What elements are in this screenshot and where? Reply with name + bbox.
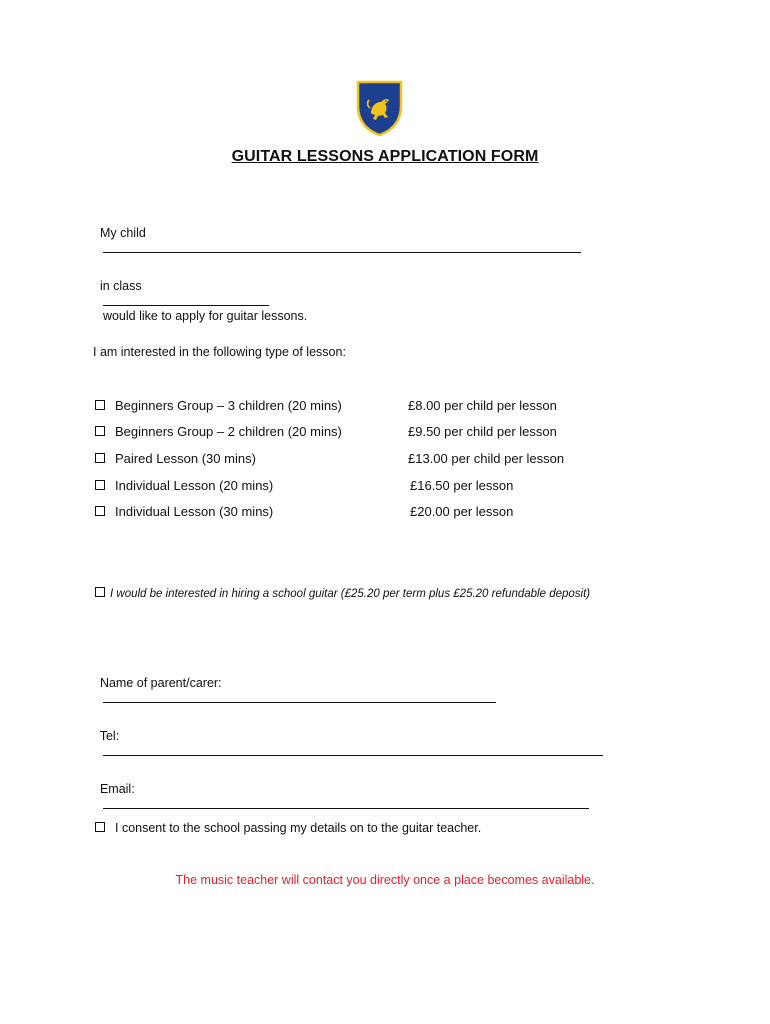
checkbox-icon[interactable] bbox=[95, 587, 105, 597]
consent-option[interactable] bbox=[95, 821, 481, 835]
parent-label: Name of parent/carer: bbox=[99, 676, 222, 690]
apply-text: would like to apply for guitar lessons. bbox=[102, 309, 308, 323]
checkbox-icon[interactable] bbox=[95, 426, 105, 436]
lesson-label: Individual Lesson (20 mins) bbox=[115, 478, 274, 493]
tel-field[interactable] bbox=[103, 743, 603, 756]
tel-label: Tel: bbox=[99, 729, 120, 743]
lesson-option[interactable] bbox=[95, 504, 273, 519]
lesson-option[interactable] bbox=[95, 424, 342, 439]
child-name-row bbox=[93, 212, 581, 256]
email-field[interactable] bbox=[103, 796, 589, 809]
lesson-price: £9.50 per child per lesson bbox=[408, 424, 557, 439]
lesson-option[interactable] bbox=[95, 451, 256, 466]
lesson-label: Individual Lesson (30 mins) bbox=[115, 504, 274, 519]
lesson-label: Paired Lesson (30 mins) bbox=[115, 451, 256, 466]
email-row bbox=[93, 768, 589, 812]
consent-text: I consent to the school passing my details on to the guitar teacher. bbox=[115, 821, 482, 835]
my-child-label: My child bbox=[99, 226, 146, 240]
parent-name-field[interactable] bbox=[103, 690, 496, 703]
class-field[interactable] bbox=[103, 293, 269, 306]
class-row bbox=[93, 265, 307, 323]
school-crest-icon bbox=[356, 80, 403, 137]
lesson-option[interactable] bbox=[95, 478, 273, 493]
checkbox-icon[interactable] bbox=[95, 506, 105, 516]
lesson-price: £8.00 per child per lesson bbox=[408, 398, 557, 413]
guitar-hire-option[interactable] bbox=[95, 584, 590, 602]
tel-row bbox=[93, 715, 603, 759]
checkbox-icon[interactable] bbox=[95, 480, 105, 490]
interest-text: I am interested in the following type of lesson: bbox=[93, 345, 346, 359]
guitar-hire-text: I would be interested in hiring a school guitar (£25.20 per term plus £25.20 refundable deposit) bbox=[110, 588, 591, 600]
email-label: Email: bbox=[99, 782, 135, 796]
lesson-label: Beginners Group – 2 children (20 mins) bbox=[115, 424, 342, 439]
lesson-price: £20.00 per lesson bbox=[410, 504, 514, 519]
lesson-option[interactable] bbox=[95, 398, 342, 413]
lesson-price: £13.00 per child per lesson bbox=[408, 451, 565, 466]
child-name-field[interactable] bbox=[103, 240, 581, 253]
lesson-price: £16.50 per lesson bbox=[410, 478, 514, 493]
lesson-label: Beginners Group – 3 children (20 mins) bbox=[115, 398, 342, 413]
checkbox-icon[interactable] bbox=[95, 400, 105, 410]
form-title: GUITAR LESSONS APPLICATION FORM bbox=[231, 148, 539, 165]
checkbox-icon[interactable] bbox=[95, 453, 105, 463]
parent-row bbox=[93, 662, 496, 706]
checkbox-icon[interactable] bbox=[95, 822, 105, 832]
in-class-label: in class bbox=[99, 279, 142, 293]
contact-note: The music teacher will contact you directly once a place becomes available. bbox=[175, 873, 595, 887]
